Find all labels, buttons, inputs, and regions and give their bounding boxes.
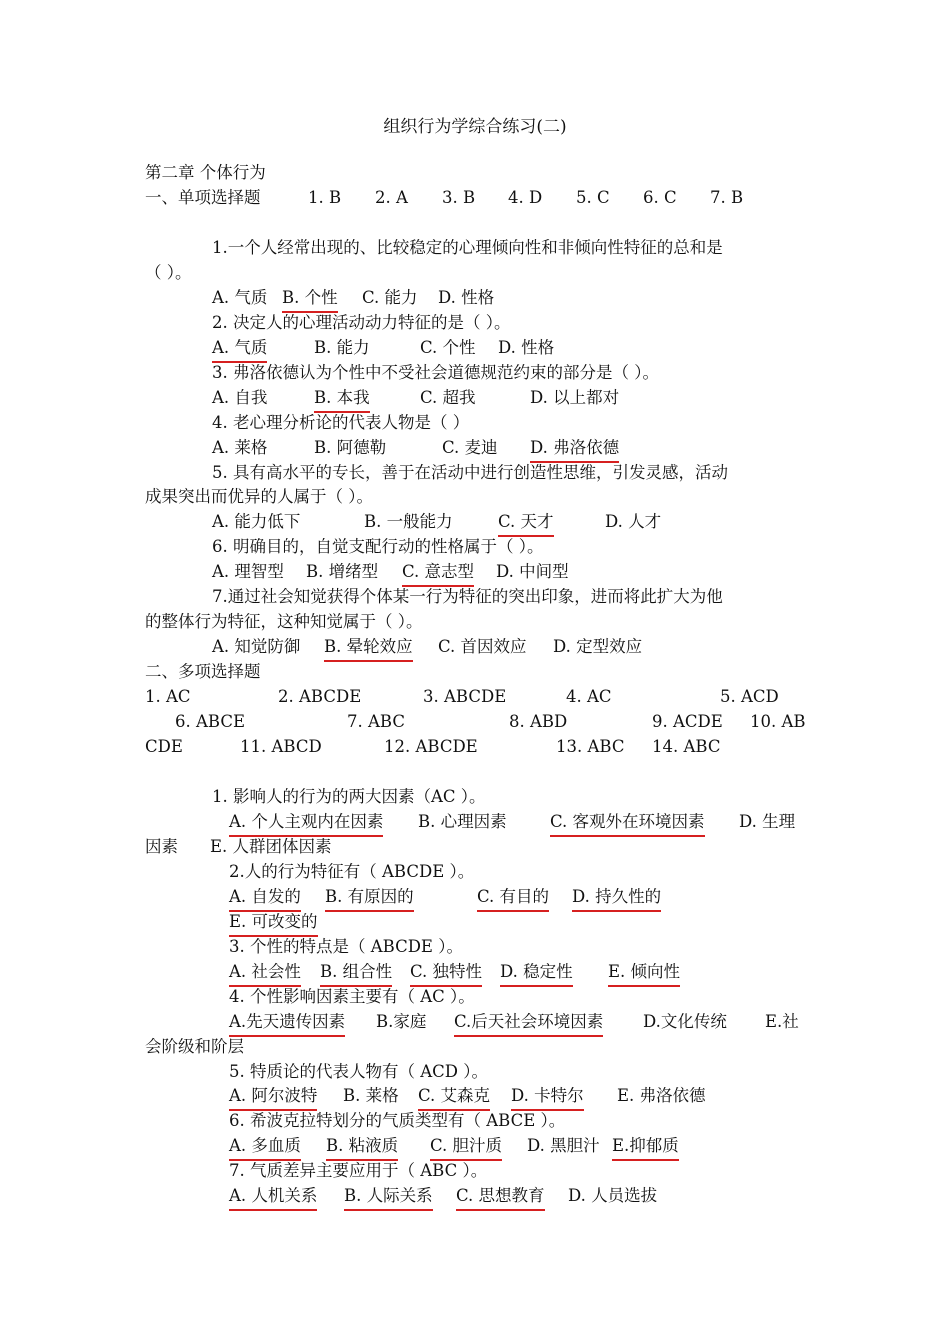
answer-key-item: 1. B [308,188,342,207]
option-b: B. 增绪型 [306,562,379,581]
option-b-answer: B. 有原因的 [325,884,414,912]
option-d: D. 中间型 [496,562,569,581]
option-e: E.社 [765,1012,799,1031]
option-d: D. 人员选拔 [568,1186,658,1205]
question-stem: 2. 决定人的心理活动动力特征的是（ ）。 [212,313,511,332]
option-c: C. 能力 [362,288,418,307]
question-stem: 成果突出而优异的人属于（ ）。 [145,487,373,506]
option-d-answer: D. 稳定性 [500,959,573,987]
option-b-answer: B. 组合性 [320,959,392,987]
section-heading-multi: 二、多项选择题 [145,662,261,681]
question-stem: 7. 气质差异主要应用于（ ABC ）。 [229,1161,488,1180]
question-stem: 的整体行为特征，这种知觉属于（ ）。 [145,612,423,631]
answer-key-item: 14. ABC [652,737,721,756]
option-d: D. 性格 [498,338,555,357]
option-d: D. 以上都对 [530,388,620,407]
option-b: B. 心理因素 [418,812,507,831]
answer-key-item: 9. ACDE [652,712,723,731]
option-a: A. 理智型 [212,562,284,581]
option-b: B. 莱格 [343,1086,399,1105]
option-d: D. 定型效应 [553,637,643,656]
answer-key-item: 4. AC [566,687,612,706]
option-d-answer: D. 卡特尔 [511,1083,584,1111]
chapter-heading: 第二章 个体行为 [145,163,266,182]
answer-key-item: 3. ABCDE [423,687,507,706]
answer-key-item: 12. ABCDE [384,737,478,756]
question-stem: 4. 个性影响因素主要有（ AC ）。 [229,987,475,1006]
option-a-answer: A. 社会性 [229,959,301,987]
answer-key-item: 2. A [375,188,408,207]
question-stem: 6. 希波克拉特划分的气质类型有（ ABCE ）。 [229,1111,566,1130]
option-a-answer: A. 气质 [212,335,267,363]
answer-key-item: 7. ABC [347,712,405,731]
question-stem: 5. 具有高水平的专长，善于在活动中进行创造性思维，引发灵感，活动 [212,463,728,482]
option-a: A. 知觉防御 [212,637,301,656]
question-stem: （ ）。 [145,263,192,282]
answer-key-item: 8. ABD [509,712,568,731]
question-stem: 3. 个性的特点是（ ABCDE ）。 [229,937,463,956]
option-c-answer: C. 思想教育 [456,1183,545,1211]
option-c-answer: C. 胆汁质 [430,1133,502,1161]
option-e: E. 弗洛依德 [617,1086,706,1105]
option-c-answer: C. 独特性 [410,959,482,987]
option-b-answer: B. 晕轮效应 [324,634,413,662]
answer-key-item: 3. B [442,188,476,207]
answer-key-item: 4. D [508,188,543,207]
document-title: 组织行为学综合练习(二) [383,117,567,137]
option-a: A. 气质 [212,288,268,307]
option-b: B.家庭 [376,1012,427,1031]
option-c-answer: C. 艾森克 [418,1083,490,1111]
answer-key-item: 13. ABC [556,737,625,756]
option-a-answer: A. 阿尔波特 [229,1083,317,1111]
question-stem: 4. 老心理分析论的代表人物是（ ） [212,413,470,432]
question-stem: 1.一个人经常出现的、比较稳定的心理倾向性和非倾向性特征的总和是 [212,238,723,257]
question-stem: 3. 弗洛依德认为个性中不受社会道德规范约束的部分是（ ）。 [212,363,659,382]
option-a: A. 能力低下 [212,512,301,531]
answer-key-item: 6. ABCE [175,712,246,731]
option-b-answer: B. 人际关系 [344,1183,433,1211]
option-d-answer: D. 弗洛依德 [530,435,619,463]
option-b: B. 阿德勒 [314,438,387,457]
answer-key-item: 2. ABCDE [278,687,362,706]
option-e-answer: E. 倾向性 [608,959,680,987]
option-d: D. 黑胆汁 [527,1136,600,1155]
option-a-answer: A. 多血质 [229,1133,301,1161]
option-b: B. 一般能力 [364,512,453,531]
option-e: 会阶级和阶层 [145,1037,244,1056]
option-c: C. 首因效应 [438,637,527,656]
answer-key-item: 6. C [643,188,677,207]
option-a-answer: A. 人机关系 [229,1183,317,1211]
option-c: C. 个性 [420,338,476,357]
option-d: D. 性格 [438,288,495,307]
answer-key-item: 7. B [710,188,744,207]
option-b-answer: B. 本我 [314,385,370,413]
question-stem: 2.人的行为特征有（ ABCDE ）。 [229,862,475,881]
option-c-answer: C.后天社会环境因素 [454,1009,603,1037]
question-stem: 6. 明确目的，自觉支配行动的性格属于（ ）。 [212,537,544,556]
answer-key-item: 5. ACD [720,687,779,706]
option-c-answer: C. 意志型 [402,559,474,587]
option-e-answer: E.抑郁质 [612,1133,679,1161]
option-d-answer: D. 持久性的 [572,884,661,912]
option-e: E. 人群团体因素 [210,837,332,856]
option-d: D. 生理 [739,812,796,831]
option-b-answer: B. 个性 [282,285,338,313]
option-a-answer: A. 自发的 [229,884,301,912]
answer-key-item: 5. C [576,188,610,207]
option-a-answer: A.先天遗传因素 [229,1009,345,1037]
option-a: A. 自我 [212,388,268,407]
section-heading-single: 一、单项选择题 [145,188,261,207]
option-d: 因素 [145,837,178,856]
answer-key-item: 11. ABCD [240,737,322,756]
answer-key-item: 1. AC [145,687,191,706]
option-c: C. 麦迪 [442,438,498,457]
option-e-answer: E. 可改变的 [229,909,318,937]
option-c: C. 超我 [420,388,476,407]
question-stem: 7.通过社会知觉获得个体某一行为特征的突出印象，进而将此扩大为他 [212,587,723,606]
option-d: D.文化传统 [643,1012,727,1031]
option-a: A. 莱格 [212,438,268,457]
option-b: B. 能力 [314,338,370,357]
option-c-answer: C. 天才 [498,509,554,537]
question-stem: 5. 特质论的代表人物有（ ACD ）。 [229,1062,488,1081]
answer-key-item: 10. AB [750,712,806,731]
question-stem: 1. 影响人的行为的两大因素（AC ）。 [212,787,486,806]
option-c-answer: C. 有目的 [477,884,549,912]
option-a-answer: A. 个人主观内在因素 [229,809,383,837]
option-d: D. 人才 [605,512,662,531]
option-c-answer: C. 客观外在环境因素 [550,809,705,837]
option-b-answer: B. 粘液质 [326,1133,398,1161]
answer-key-item: CDE [145,737,183,756]
